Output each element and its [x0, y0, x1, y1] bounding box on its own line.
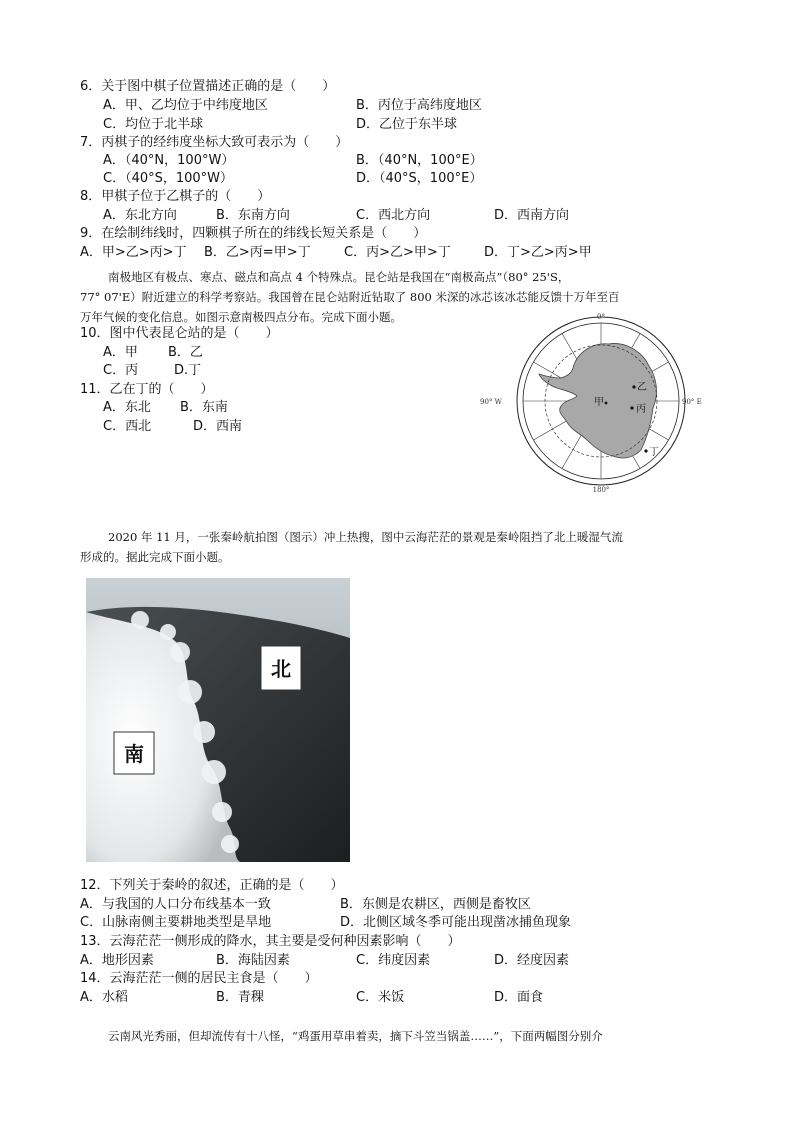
question-7-option-b: B．（40°N，100°E）	[356, 153, 483, 168]
antarctica-polar-map	[477, 308, 725, 498]
question-14-option-c: C．米饭	[356, 990, 405, 1005]
question-8-stem: 8．甲棋子位于乙棋子的（ ）	[80, 189, 271, 204]
question-13-option-b: B．海陆因素	[216, 953, 290, 968]
question-14-option-a: A．水稻	[80, 990, 128, 1005]
question-11-option-a: A．东北	[103, 400, 151, 415]
question-10-option-b: B．乙	[168, 345, 203, 360]
intro-yunnan-line-1: 云南风光秀丽，但却流传有十八怪，“鸡蛋用草串着卖，摘下斗笠当锅盖……”，下面两幅图分别介	[108, 1029, 603, 1043]
question-10-option-d: D.丁	[174, 363, 202, 378]
question-9-option-a: A．甲>乙>丙>丁	[80, 245, 187, 260]
map-label-0: 0°	[597, 313, 605, 321]
map-point-ding: 丁	[649, 447, 659, 458]
map-point-yi: 乙	[637, 382, 647, 393]
intro-qinling-line-2: 形成的。据此完成下面小题。	[80, 550, 230, 564]
question-12-option-c: C．山脉南侧主要耕地类型是旱地	[80, 915, 272, 930]
map-point-ding-dot	[644, 449, 647, 452]
question-6-option-d: D．乙位于东半球	[356, 117, 458, 132]
map-point-bing: 丙	[636, 404, 646, 415]
question-6-option-a: A．甲、乙均位于中纬度地区	[103, 98, 268, 113]
map-point-bing-dot	[630, 406, 633, 409]
question-13-option-d: D．经度因素	[494, 953, 570, 968]
question-13-option-a: A．地形因素	[80, 953, 154, 968]
intro-antarctica-line-2: 77° 07'E）附近建立的科学考察站。我国曾在昆仑站附近钻取了 800 米深的冰芯该冰芯能反馈十万年至百	[80, 290, 620, 304]
question-14-stem: 14．云海茫茫一侧的居民主食是（ ）	[80, 971, 318, 986]
question-11-stem: 11．乙在丁的（ ）	[80, 382, 214, 397]
question-14-option-b: B．青稞	[216, 990, 264, 1005]
question-11-option-d: D．西南	[193, 419, 243, 434]
question-7-stem: 7．丙棋子的经纬度坐标大致可表示为（ ）	[80, 135, 349, 150]
question-9-option-d: D．丁>乙>丙>甲	[484, 245, 592, 260]
map-label-180: 180°	[592, 486, 610, 494]
question-8-option-a: A．东北方向	[103, 208, 177, 223]
intro-antarctica-line-1: 南极地区有极点、寒点、磁点和高点 4 个特殊点。昆仑站是我国在“南极高点”（80° 25'S，	[108, 270, 570, 284]
question-13-stem: 13．云海茫茫一侧形成的降水，其主要是受何种因素影响（ ）	[80, 934, 461, 949]
question-8-option-c: C．西北方向	[356, 208, 431, 223]
question-11-option-c: C．西北	[103, 419, 152, 434]
question-10-stem: 10．图中代表昆仑站的是（ ）	[80, 326, 279, 341]
north-label: 北	[271, 657, 291, 681]
map-label-90w: 90° W	[480, 398, 502, 406]
question-12-option-b: B．东侧是农耕区，西侧是畜牧区	[340, 897, 531, 912]
map-point-jia-dot	[605, 402, 608, 405]
question-12-option-d: D．北侧区域冬季可能出现凿冰捕鱼现象	[340, 915, 572, 930]
question-13-option-c: C．纬度因素	[356, 953, 431, 968]
intro-antarctica-line-3: 万年气候的变化信息。如图示意南极四点分布。完成下面小题。	[80, 310, 402, 324]
question-11-option-b: B．东南	[180, 400, 228, 415]
question-9-option-b: B．乙>丙=甲>丁	[204, 245, 311, 260]
map-point-jia: 甲	[594, 397, 604, 408]
question-10-option-a: A．甲	[103, 345, 138, 360]
question-9-option-c: C．丙>乙>甲>丁	[344, 245, 451, 260]
map-point-yi-dot	[632, 385, 635, 388]
question-9-stem: 9．在绘制纬线时，四颗棋子所在的纬线长短关系是（ ）	[80, 226, 427, 241]
question-7-option-a: A．（40°N，100°W）	[103, 153, 235, 168]
question-7-option-c: C．（40°S，100°W）	[103, 171, 234, 186]
map-label-90e: 90° E	[682, 398, 702, 406]
question-8-option-b: B．东南方向	[216, 208, 290, 223]
question-8-option-d: D．西南方向	[494, 208, 570, 223]
question-10-option-c: C．丙	[103, 363, 139, 378]
question-7-option-d: D．（40°S，100°E）	[356, 171, 483, 186]
question-12-option-a: A．与我国的人口分布线基本一致	[80, 897, 271, 912]
south-label: 南	[124, 742, 144, 766]
question-14-option-d: D．面食	[494, 990, 544, 1005]
question-6-option-c: C．均位于北半球	[103, 117, 204, 132]
question-12-stem: 12．下列关于秦岭的叙述，正确的是（ ）	[80, 878, 344, 893]
question-6-stem: 6．关于图中棋子位置描述正确的是（ ）	[80, 79, 336, 94]
question-6-option-b: B．丙位于高纬度地区	[356, 98, 482, 113]
qinling-aerial-photo	[80, 572, 356, 868]
intro-qinling-line-1: 2020 年 11 月，一张秦岭航拍图（图示）冲上热搜，图中云海茫茫的景观是秦岭阻挡了北上暖湿气流	[108, 530, 623, 544]
